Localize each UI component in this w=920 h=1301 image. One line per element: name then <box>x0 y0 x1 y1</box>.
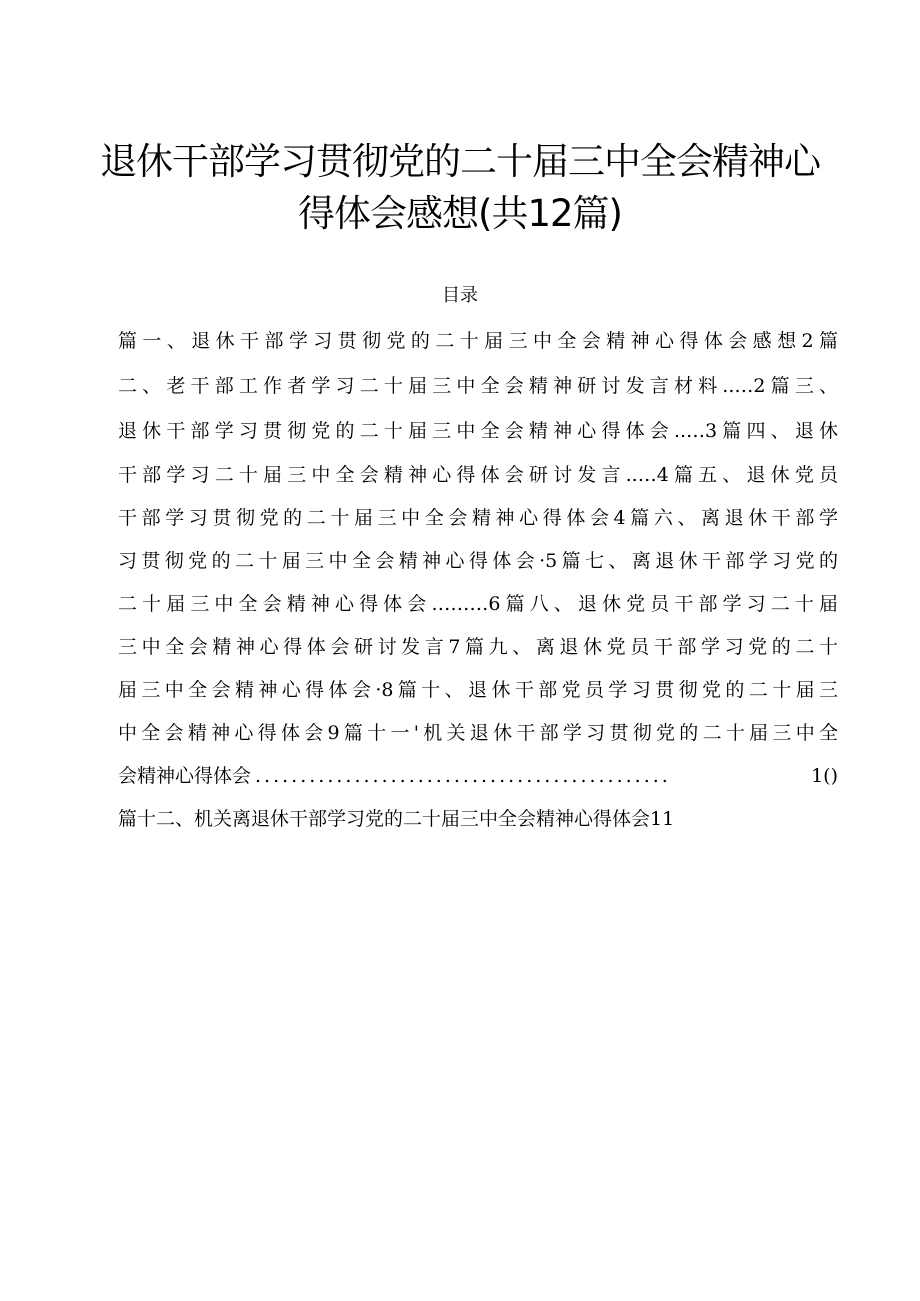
document-title-line-1: 退休干部学习贯彻党的二十届三中全会精神心 <box>100 140 820 183</box>
toc-line: 篇十二、机关离退休干部学习党的二十届三中全会精神心得体会11 <box>118 808 675 830</box>
toc-line: 三中全会精神心得体会研讨发言7篇九、离退休党员干部学习党的二十 <box>118 636 838 658</box>
toc-line: 干部学习二十届三中全会精神心得体会研讨发言..…4篇五、退休党员 <box>118 464 838 486</box>
toc-line: 退休干部学习贯彻党的二十届三中全会精神心得体会..…3篇四、退休 <box>118 420 838 442</box>
toc-line: 二、老干部工作者学习二十届三中全会精神研讨发言材料..…2篇三、 <box>118 375 838 397</box>
toc-line: 二十届三中全会精神心得体会………6篇八、退休党员干部学习二十届 <box>118 593 838 615</box>
toc-line: 习贯彻党的二十届三中全会精神心得体会·5篇七、离退休干部学习党的 <box>118 550 838 572</box>
toc-line: 届三中全会精神心得体会·8篇十、退休干部党员学习贯彻党的二十届三 <box>118 679 838 701</box>
toc-heading: 目录 <box>442 285 478 306</box>
toc-line: 中全会精神心得体会9篇十一'机关退休干部学习贯彻党的二十届三中全 <box>118 722 838 744</box>
toc-page-number: 1() <box>811 765 838 787</box>
document-title-line-2: 得体会感想(共12篇) <box>298 192 622 235</box>
toc-line: 干部学习贯彻党的二十届三中全会精神心得体会4篇六、离退休干部学 <box>118 507 838 529</box>
toc-line-dotted <box>118 761 838 791</box>
toc-entry-text: 会精神心得体会 <box>118 765 252 787</box>
toc-leader-dots: .............................................. <box>255 765 671 787</box>
toc-line: 篇一、退休干部学习贯彻党的二十届三中全会精神心得体会感想2篇 <box>118 330 838 352</box>
